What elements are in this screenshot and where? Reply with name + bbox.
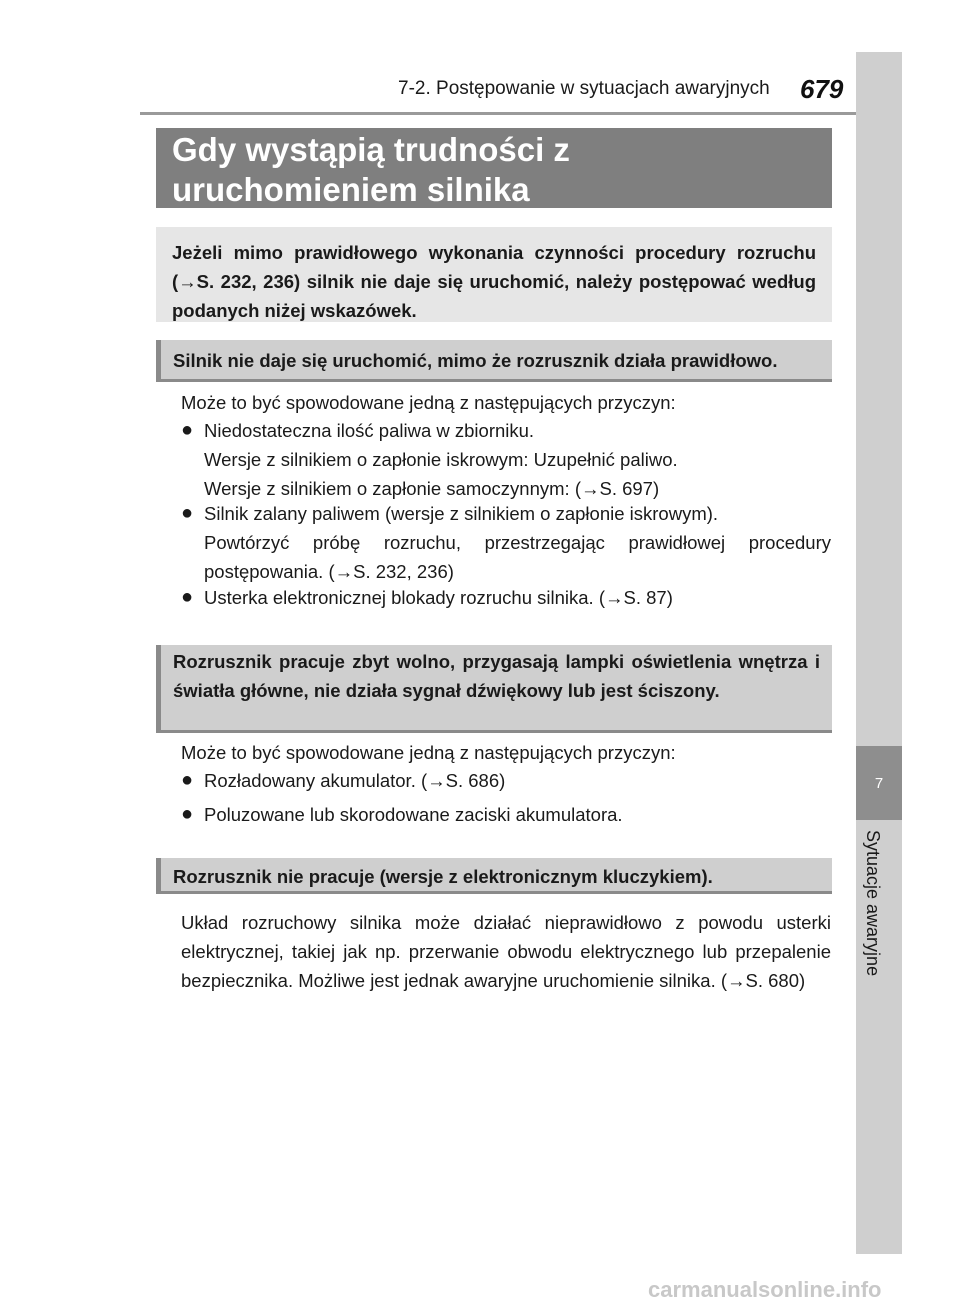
bullet-text: Powtórzyć próbę rozruchu, przestrzegając prawidłowej procedury postępowania. (→S. 232, 236): [204, 532, 831, 582]
section-1-heading: Silnik nie daje się uruchomić, mimo że rozrusznik działa prawidłowo.: [156, 340, 832, 382]
bullet-icon: ●: [181, 803, 194, 825]
intro-box: Jeżeli mimo prawidłowego wykonania czynności procedury rozruchu (→S. 232, 236) silnik nie daje się uruchomić, należy postępować według podanych niżej wskazówek.: [156, 227, 832, 322]
section-2-heading: Rozrusznik pracuje zbyt wolno, przygasają lampki oświetlenia wnętrza i światła główne, nie działa sygnał dźwiękowy lub jest ściszony.: [156, 645, 832, 733]
section-1-bullet-2: [181, 499, 831, 586]
running-header-section: 7-2. Postępowanie w sytuacjach awaryjnych: [398, 78, 770, 99]
section-1-bullet-1: [181, 416, 831, 503]
section-1-bullet-3: [181, 583, 831, 612]
section-2-bullet-1: [181, 766, 831, 795]
header-divider: [140, 112, 856, 115]
bullet-text: Silnik zalany paliwem (wersje z silnikiem o zapłonie iskrowym).: [204, 503, 719, 524]
bullet-text: Niedostateczna ilość paliwa w zbiorniku.: [204, 420, 535, 441]
page-title: [156, 128, 832, 208]
section-3-heading: Rozrusznik nie pracuje (wersje z elektronicznym kluczykiem).: [156, 858, 832, 894]
section-3-body: Układ rozruchowy silnika może działać nieprawidłowo z powodu usterki elektrycznej, takiej jak np. przerwanie obwodu elektrycznego lub przepalenie bezpiecznika. Możliwe jest jednak awaryjne uruchomienie silnika. (→S. 680): [181, 912, 831, 991]
bullet-icon: ●: [181, 586, 194, 608]
chapter-number-tab: 7: [856, 746, 902, 820]
chapter-label: Sytuacje awaryjne: [863, 830, 883, 977]
page-title-text: Gdy wystąpią trudności z uruchomieniem silnika: [172, 131, 570, 208]
bullet-text: Rozładowany akumulator. (→S. 686): [204, 770, 506, 791]
bullet-text: Wersje z silnikiem o zapłonie iskrowym: Uzupełnić paliwo.: [204, 449, 678, 470]
bullet-icon: ●: [181, 769, 194, 791]
bullet-icon: ●: [181, 419, 194, 441]
bullet-text: Wersje z silnikiem o zapłonie samoczynnym: (→S. 697): [204, 478, 660, 499]
bullet-text: Poluzowane lub skorodowane zaciski akumulatora.: [204, 804, 623, 825]
side-tab-upper: [856, 52, 902, 746]
page-number: 679: [800, 74, 844, 104]
section-2-lead: Może to być spowodowane jedną z następujących przyczyn:: [181, 742, 676, 763]
bullet-text: Usterka elektronicznej blokady rozruchu silnika. (→S. 87): [204, 587, 673, 608]
section-2-bullet-2: [181, 800, 831, 829]
section-1-lead: Może to być spowodowane jedną z następujących przyczyn:: [181, 392, 676, 413]
bullet-icon: ●: [181, 502, 194, 524]
watermark: carmanualsonline.info: [648, 1277, 882, 1302]
